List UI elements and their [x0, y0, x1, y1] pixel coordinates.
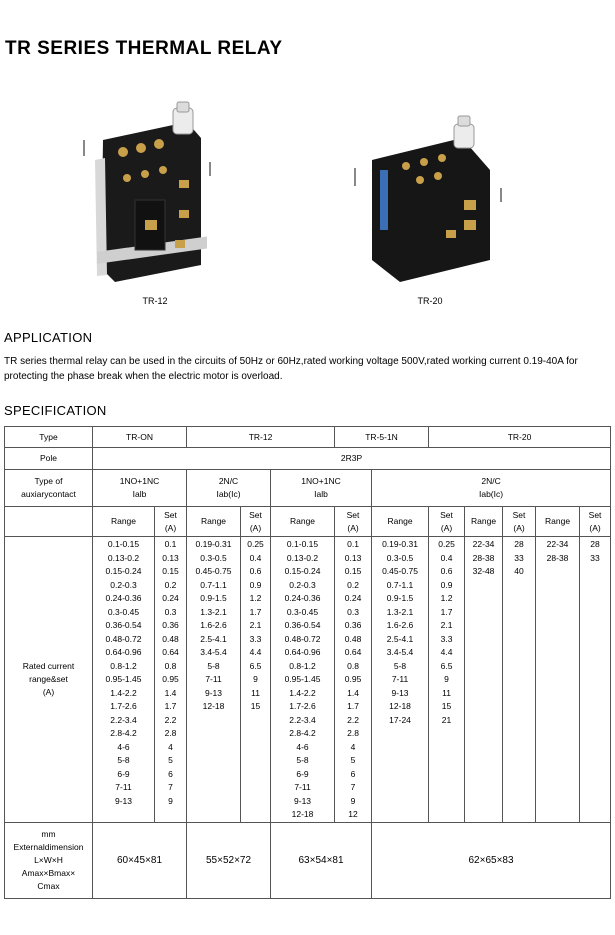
- list-value: 0.1-0.15: [286, 539, 319, 549]
- list-value: 0.24-0.36: [284, 593, 321, 603]
- list-value: 0.13-0.2: [286, 552, 319, 563]
- list-value: 2.1: [440, 620, 453, 630]
- list-value: 0.15: [162, 566, 179, 576]
- type-tron: TR-ON: [93, 427, 187, 448]
- list-value: 0.1: [347, 539, 359, 549]
- list-value: 1.7: [164, 701, 177, 711]
- list-value: 12-18: [202, 701, 225, 711]
- list-value: 0.19-0.31: [382, 539, 418, 549]
- list-value: 0.1: [164, 539, 177, 549]
- relay-tr20-image: [350, 110, 510, 290]
- list-value: 6.5: [440, 660, 453, 671]
- list-value: 0.2: [347, 579, 359, 590]
- list-value: 0.2-0.3: [110, 579, 137, 590]
- tr20-range-list-3: [536, 537, 580, 823]
- tr51n-range-list: [271, 537, 335, 823]
- list-value: 0.24: [162, 593, 179, 603]
- list-value: 0.2-0.3: [289, 579, 316, 590]
- list-value: 1.2: [249, 593, 262, 603]
- list-value: 1.7-2.6: [110, 701, 137, 711]
- list-value: 4: [168, 741, 173, 752]
- range-header: Range: [187, 507, 241, 537]
- list-value: 15: [250, 701, 261, 711]
- list-value: 7-11: [391, 674, 409, 684]
- list-value: 0.7-1.1: [386, 579, 414, 590]
- list-value: 6: [168, 768, 173, 779]
- dim-tron: 60×45×81: [93, 822, 187, 898]
- dimension-row: [5, 822, 611, 898]
- tr12-range-list: [187, 537, 241, 823]
- list-value: 0.64: [162, 647, 179, 657]
- set-header: Set (A): [580, 507, 611, 537]
- list-value: 0.8: [347, 660, 359, 671]
- list-value: 0.13: [162, 552, 179, 563]
- aux-label: Type of auxiarycontact: [5, 470, 93, 507]
- pole-value: 2R3P: [93, 448, 611, 470]
- specification-table: [4, 426, 611, 899]
- dim-tr12: 55×52×72: [187, 822, 271, 898]
- range-header-blank: [5, 507, 93, 537]
- page-title: TR SERIES THERMAL RELAY: [5, 38, 283, 59]
- list-value: 2.8-4.2: [110, 728, 137, 738]
- list-value: 0.45-0.75: [382, 566, 418, 576]
- product-label-tr20: TR-20: [417, 296, 443, 306]
- product-tr12: [75, 100, 235, 310]
- aux-tr12: 2N/C Iab(Ic): [187, 470, 271, 507]
- list-value: 5-8: [117, 755, 130, 765]
- application-text: TR series thermal relay can be used in the circuits of 50Hz or 60Hz,rated working voltage 500V,rated working current 0.19-40A for protecting the phase break when the electric motor is overload.: [4, 356, 578, 382]
- list-value: 0.15-0.24: [284, 566, 321, 576]
- type-tr51n: TR-5-1N: [335, 427, 429, 448]
- list-value: 0.6: [440, 566, 453, 576]
- range-header: Range: [536, 507, 580, 537]
- list-value: 1.3-2.1: [386, 606, 414, 617]
- list-value: 0.64: [344, 647, 362, 657]
- tr20-set-list-3: [580, 537, 611, 823]
- list-value: 3.4-5.4: [386, 647, 414, 657]
- list-value: 2.2-3.4: [289, 714, 316, 725]
- list-value: 2.2: [164, 714, 177, 725]
- list-value: 2.8-4.2: [289, 728, 316, 738]
- range-header: Range: [271, 507, 335, 537]
- list-value: 0.8-1.2: [289, 660, 316, 671]
- dim-tr51n: 63×54×81: [271, 822, 372, 898]
- set-header: Set (A): [429, 507, 465, 537]
- list-value: 0.48: [162, 633, 179, 644]
- type-tr20: TR-20: [429, 427, 611, 448]
- list-value: 2.2-3.4: [110, 714, 137, 725]
- list-value: 7-11: [294, 782, 311, 792]
- list-value: 0.9: [440, 579, 453, 590]
- list-value: 0.95: [162, 674, 179, 684]
- list-value: 7-11: [115, 782, 132, 792]
- list-value: 5: [350, 755, 356, 765]
- list-value: 11: [442, 687, 451, 698]
- list-value: 28-38: [472, 552, 495, 563]
- list-value: 9-13: [205, 687, 223, 698]
- list-value: 0.24-0.36: [105, 593, 142, 603]
- list-value: 0.4: [249, 552, 262, 563]
- list-value: 0.25: [438, 539, 455, 549]
- tr20-range-list-2: [465, 537, 503, 823]
- list-value: 0.1-0.15: [107, 539, 140, 549]
- list-value: 0.64-0.96: [105, 647, 142, 657]
- tr20-set-list-2: [503, 537, 536, 823]
- list-value: 5: [168, 755, 173, 765]
- list-value: 0.48: [344, 633, 362, 644]
- list-value: 0.48-0.72: [105, 633, 142, 644]
- list-value: 0.36: [344, 620, 362, 630]
- type-row: [5, 427, 611, 448]
- aux-tr51n: 1NO+1NC Ialb: [271, 470, 372, 507]
- dimension-label: mm Externaldimension L×W×H Amax×Bmax× Cmax: [5, 822, 93, 898]
- list-value: 5-8: [393, 660, 407, 671]
- list-value: 0.3-0.5: [386, 552, 414, 563]
- list-value: 22-34: [546, 539, 569, 549]
- pole-row: [5, 448, 611, 470]
- rated-label: Rated current range&set (A): [5, 537, 93, 823]
- list-value: 1.7-2.6: [289, 701, 316, 711]
- tr20-range-list-1: [372, 537, 429, 823]
- rated-current-row: [5, 537, 611, 823]
- list-value: 28: [514, 539, 524, 549]
- list-value: 9: [168, 795, 173, 806]
- list-value: 1.2: [440, 593, 453, 603]
- list-value: 6.5: [249, 660, 262, 671]
- list-value: 1.4-2.2: [289, 687, 316, 698]
- list-value: 15: [441, 701, 452, 711]
- list-value: 0.36-0.54: [284, 620, 321, 630]
- list-value: 6: [350, 768, 356, 779]
- list-value: 4-6: [117, 741, 130, 752]
- list-value: 12: [348, 809, 358, 819]
- list-value: 0.3: [164, 606, 177, 617]
- list-value: 0.95-1.45: [105, 674, 142, 684]
- tr20-set-list-1: [429, 537, 465, 823]
- list-value: 1.6-2.6: [200, 620, 227, 630]
- list-value: 0.9-1.5: [200, 593, 227, 603]
- list-value: 21: [441, 714, 452, 725]
- list-value: 2.5-4.1: [200, 633, 227, 644]
- list-value: 0.64-0.96: [284, 647, 321, 657]
- list-value: 33: [590, 552, 600, 563]
- list-value: 3.3: [440, 633, 453, 644]
- set-header: Set (A): [241, 507, 271, 537]
- list-value: 22-34: [472, 539, 495, 549]
- list-value: 0.9: [249, 579, 262, 590]
- list-value: 9-13: [294, 795, 312, 806]
- dim-tr20: 62×65×83: [372, 822, 611, 898]
- list-value: 12-18: [389, 701, 411, 711]
- list-value: 12-18: [291, 809, 314, 819]
- list-value: 1.3-2.1: [200, 606, 227, 617]
- set-header: Set (A): [503, 507, 536, 537]
- list-value: 0.15-0.24: [105, 566, 142, 576]
- list-value: 28: [590, 539, 600, 549]
- list-value: 0.36-0.54: [105, 620, 142, 630]
- list-value: 5-8: [207, 660, 220, 671]
- specification-heading: SPECIFICATION: [4, 403, 107, 418]
- list-value: 2.8: [164, 728, 177, 738]
- list-value: 28-38: [546, 552, 569, 563]
- list-value: 4: [350, 741, 356, 752]
- list-value: 4-6: [296, 741, 309, 752]
- list-value: 1.7: [440, 606, 453, 617]
- list-value: 32-48: [472, 566, 495, 576]
- aux-tr20: 2N/C Iab(Ic): [372, 470, 611, 507]
- list-value: 5-8: [296, 755, 309, 765]
- list-value: 0.13-0.2: [107, 552, 140, 563]
- list-value: 9: [253, 674, 258, 684]
- list-value: 0.7-1.1: [200, 579, 227, 590]
- list-value: 0.15: [344, 566, 362, 576]
- application-heading: APPLICATION: [4, 330, 93, 345]
- list-value: 0.3: [347, 606, 359, 617]
- list-value: 6-9: [296, 768, 309, 779]
- list-value: 9: [444, 674, 449, 684]
- list-value: 1.6-2.6: [386, 620, 414, 630]
- list-value: 0.8: [164, 660, 177, 671]
- list-value: 9-13: [114, 795, 132, 806]
- list-value: 2.1: [249, 620, 262, 630]
- range-header: Range: [93, 507, 155, 537]
- tron-set-list: [155, 537, 187, 823]
- set-header: Set (A): [335, 507, 372, 537]
- aux-tron: 1NO+1NC Ialb: [93, 470, 187, 507]
- list-value: 3.4-5.4: [200, 647, 227, 657]
- list-value: 33: [514, 552, 524, 563]
- list-value: 0.8-1.2: [110, 660, 137, 671]
- list-value: 0.3-0.45: [286, 606, 319, 617]
- list-value: 0.48-0.72: [284, 633, 321, 644]
- list-value: 0.4: [440, 552, 453, 563]
- list-value: 1.7: [347, 701, 359, 711]
- list-value: 9-13: [391, 687, 409, 698]
- list-value: 1.4: [347, 687, 359, 698]
- list-value: 1.4: [164, 687, 177, 698]
- tron-range-list: [93, 537, 155, 823]
- list-value: 0.6: [249, 566, 262, 576]
- list-value: 7-11: [205, 674, 222, 684]
- type-tr12: TR-12: [187, 427, 335, 448]
- list-value: 4.4: [440, 647, 453, 657]
- list-value: 11: [251, 687, 260, 698]
- list-value: 0.2: [164, 579, 177, 590]
- list-value: 7: [168, 782, 173, 792]
- type-label: Type: [5, 427, 93, 448]
- list-value: 0.13: [344, 552, 362, 563]
- list-value: 40: [514, 566, 524, 576]
- product-tr20: [350, 110, 510, 310]
- list-value: 0.95: [344, 674, 362, 684]
- list-value: 6-9: [117, 768, 130, 779]
- list-value: 0.3-0.5: [200, 552, 227, 563]
- set-header: Set (A): [155, 507, 187, 537]
- list-value: 0.45-0.75: [195, 566, 232, 576]
- range-header-row: [5, 507, 611, 537]
- list-value: 0.95-1.45: [284, 674, 321, 684]
- aux-row: [5, 470, 611, 507]
- list-value: 1.7: [249, 606, 262, 617]
- list-value: 0.36: [162, 620, 179, 630]
- relay-tr12-image: [75, 100, 235, 290]
- list-value: 4.4: [249, 647, 262, 657]
- list-value: 0.24: [344, 593, 362, 603]
- list-value: 9: [350, 795, 356, 806]
- range-header: Range: [465, 507, 503, 537]
- list-value: 0.25: [247, 539, 264, 549]
- tr51n-set-list: [335, 537, 372, 823]
- list-value: 0.3-0.45: [107, 606, 140, 617]
- tr12-set-list: [241, 537, 271, 823]
- list-value: 2.2: [347, 714, 359, 725]
- pole-label: Pole: [5, 448, 93, 470]
- list-value: 2.8: [347, 728, 359, 738]
- list-value: 17-24: [389, 714, 411, 725]
- list-value: 1.4-2.2: [110, 687, 137, 698]
- list-value: 2.5-4.1: [386, 633, 414, 644]
- list-value: 0.19-0.31: [195, 539, 232, 549]
- product-label-tr12: TR-12: [142, 296, 168, 306]
- list-value: 0.9-1.5: [386, 593, 414, 603]
- range-header: Range: [372, 507, 429, 537]
- list-value: 3.3: [249, 633, 262, 644]
- list-value: 7: [350, 782, 356, 792]
